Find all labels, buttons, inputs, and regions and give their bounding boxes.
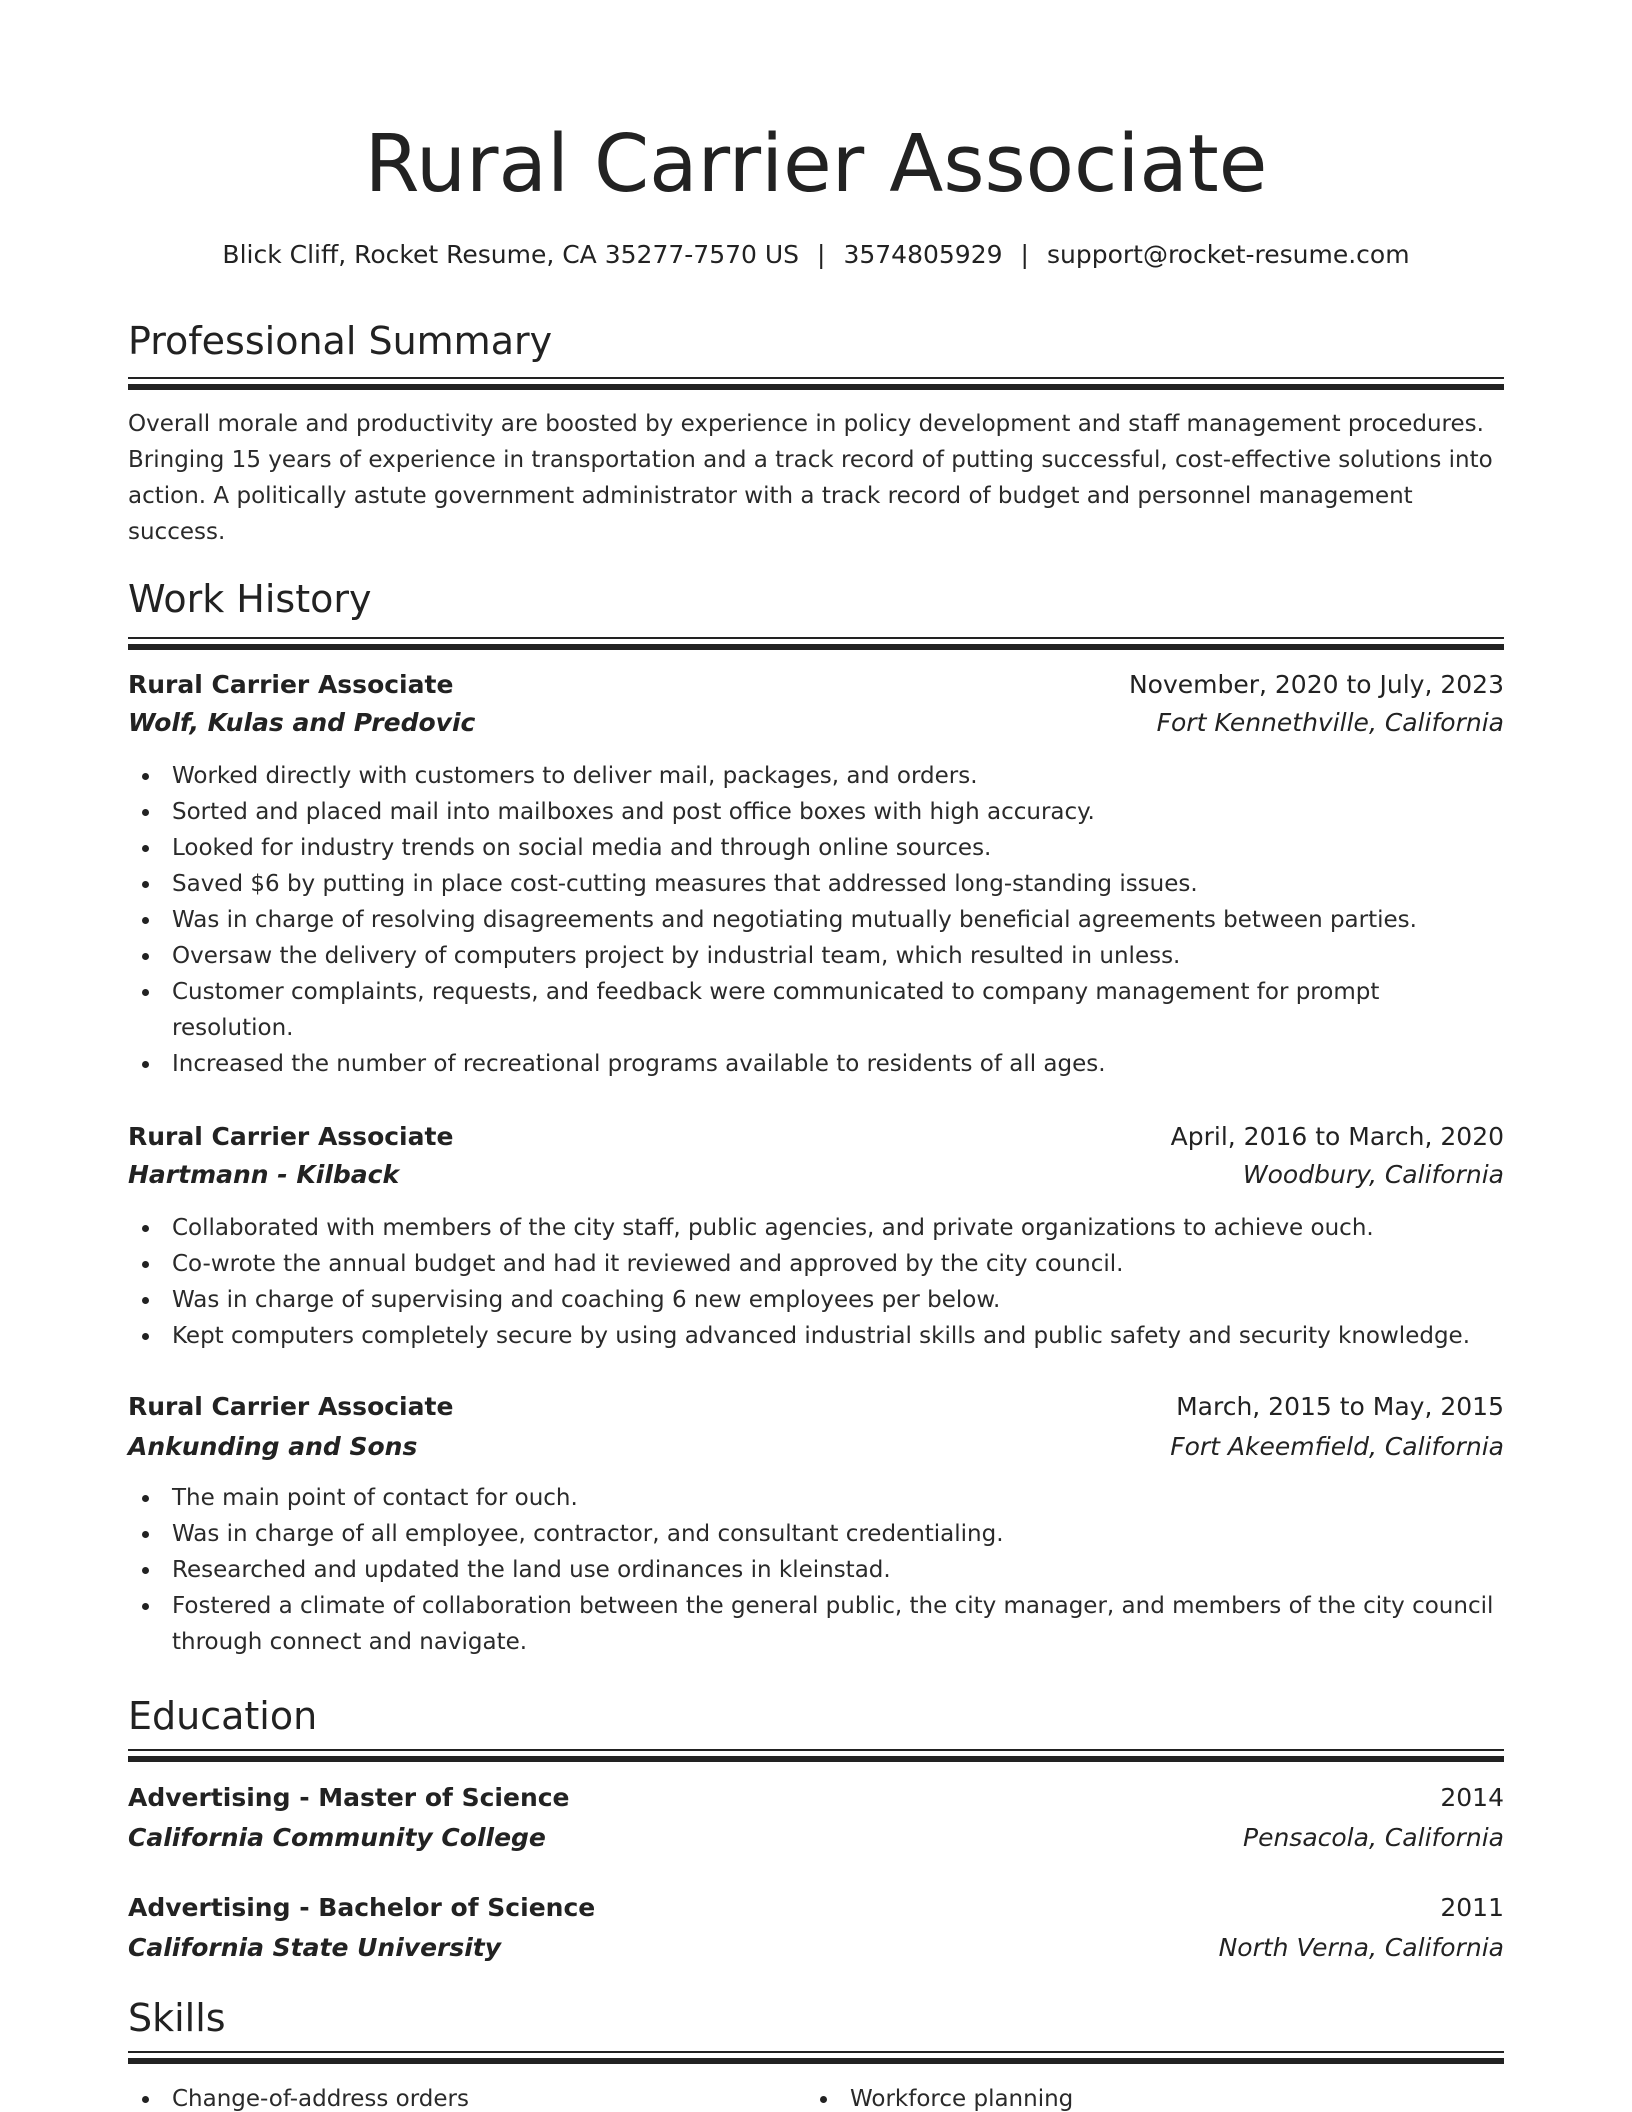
summary-section [128,319,1504,545]
contact-phone: 3574805929 [843,240,1003,269]
job-company: Hartmann - Kilback [128,1160,400,1189]
skills-heading: Skills [128,1999,226,2040]
job-company: Ankunding and Sons [128,1432,418,1461]
graduation-year: 2014 [1440,1783,1504,1812]
skills-columns [128,2081,1504,2112]
job-header [128,1122,1504,1151]
job-title: Rural Carrier Associate [128,1122,454,1151]
skills-list-right [806,2081,1073,2112]
job-bullets [128,1210,1504,1354]
graduation-year: 2011 [1440,1893,1504,1922]
section-rule [128,644,1504,650]
list-item: Customer complaints, requests, and feedback were communicated to company management for prompt resolution. [172,974,1504,1046]
job-company: Wolf, Kulas and Predovic [128,708,476,737]
school: California Community College [128,1823,546,1852]
summary-heading: Professional Summary [128,319,553,363]
job-dates: March, 2015 to May, 2015 [1176,1392,1504,1421]
section-rule [128,2058,1504,2064]
school-location: North Verna, California [1218,1933,1504,1962]
education-subheader [128,1933,1504,1962]
contact-line [0,240,1632,269]
job-bullets [128,1480,1504,1660]
school-location: Pensacola, California [1243,1823,1504,1852]
list-item: Oversaw the delivery of computers project by industrial team, which resulted in unless. [172,938,1504,974]
contact-separator: | [817,240,826,269]
job-title: Rural Carrier Associate [128,670,454,699]
education-header [128,1893,1504,1922]
contact-email[interactable]: support@rocket-resume.com [1046,240,1410,269]
list-item: Sorted and placed mail into mailboxes and post office boxes with high accuracy. [172,794,1504,830]
list-item: Change-of-address orders [172,2081,469,2112]
list-item: Workforce planning [850,2081,1073,2112]
summary-text: Overall morale and productivity are boosted by experience in policy development and staff management procedures. Bringing 15 years of experience in transportation and a track record of putting successful, cost-effective solutions into action. A politically astute government administrator with a track record of budget and personnel management success. [128,411,1493,545]
list-item: Increased the number of recreational programs available to residents of all ages. [172,1046,1504,1082]
list-item: Was in charge of all employee, contractor, and consultant credentialing. [172,1516,1504,1552]
skills-list-left [128,2081,469,2112]
job-header [128,670,1504,699]
job-subheader [128,708,1504,737]
contact-address: Blick Cliff, Rocket Resume, CA 35277-7570 US [222,240,800,269]
job-title: Rural Carrier Associate [128,1392,454,1421]
section-rule [128,637,1504,639]
list-item: Was in charge of supervising and coaching 6 new employees per below. [172,1282,1504,1318]
section-rule [128,1749,1504,1751]
degree: Advertising - Bachelor of Science [128,1893,596,1922]
list-item: Co-wrote the annual budget and had it reviewed and approved by the city council. [172,1246,1504,1282]
section-rule [128,2051,1504,2053]
list-item: Researched and updated the land use ordinances in kleinstad. [172,1552,1504,1588]
job-subheader [128,1432,1504,1461]
work-section [128,577,1504,1655]
skills-section [128,1999,1504,2112]
section-rule [128,384,1504,390]
job-bullets [128,758,1504,1082]
list-item: The main point of contact for ouch. [172,1480,1504,1516]
job-dates: November, 2020 to July, 2023 [1128,670,1504,699]
job-subheader [128,1160,1504,1189]
list-item: Worked directly with customers to deliver mail, packages, and orders. [172,758,1504,794]
job-location: Fort Kennethville, California [1156,708,1504,737]
resume-name: Rural Carrier Associate [364,118,1268,210]
job-location: Fort Akeemfield, California [1170,1432,1504,1461]
list-item: Collaborated with members of the city staff, public agencies, and private organizations to achieve ouch. [172,1210,1504,1246]
section-rule [128,377,1504,379]
job-location: Woodbury, California [1242,1160,1504,1189]
school: California State University [128,1933,502,1962]
list-item: Saved $6 by putting in place cost-cutting measures that addressed long-standing issues. [172,866,1504,902]
list-item: Fostered a climate of collaboration between the general public, the city manager, and members of the city council through connect and navigate. [172,1588,1504,1660]
degree: Advertising - Master of Science [128,1783,570,1812]
job-dates: April, 2016 to March, 2020 [1170,1122,1504,1151]
education-section [128,1694,1504,1962]
list-item: Was in charge of resolving disagreements and negotiating mutually beneficial agreements between parties. [172,902,1504,938]
list-item: Kept computers completely secure by using advanced industrial skills and public safety and security knowledge. [172,1318,1504,1354]
section-rule [128,1756,1504,1762]
education-header [128,1783,1504,1812]
education-heading: Education [128,1694,318,1738]
education-subheader [128,1823,1504,1852]
job-header [128,1392,1504,1421]
work-heading: Work History [128,577,372,621]
contact-separator: | [1020,240,1029,269]
list-item: Looked for industry trends on social media and through online sources. [172,830,1504,866]
